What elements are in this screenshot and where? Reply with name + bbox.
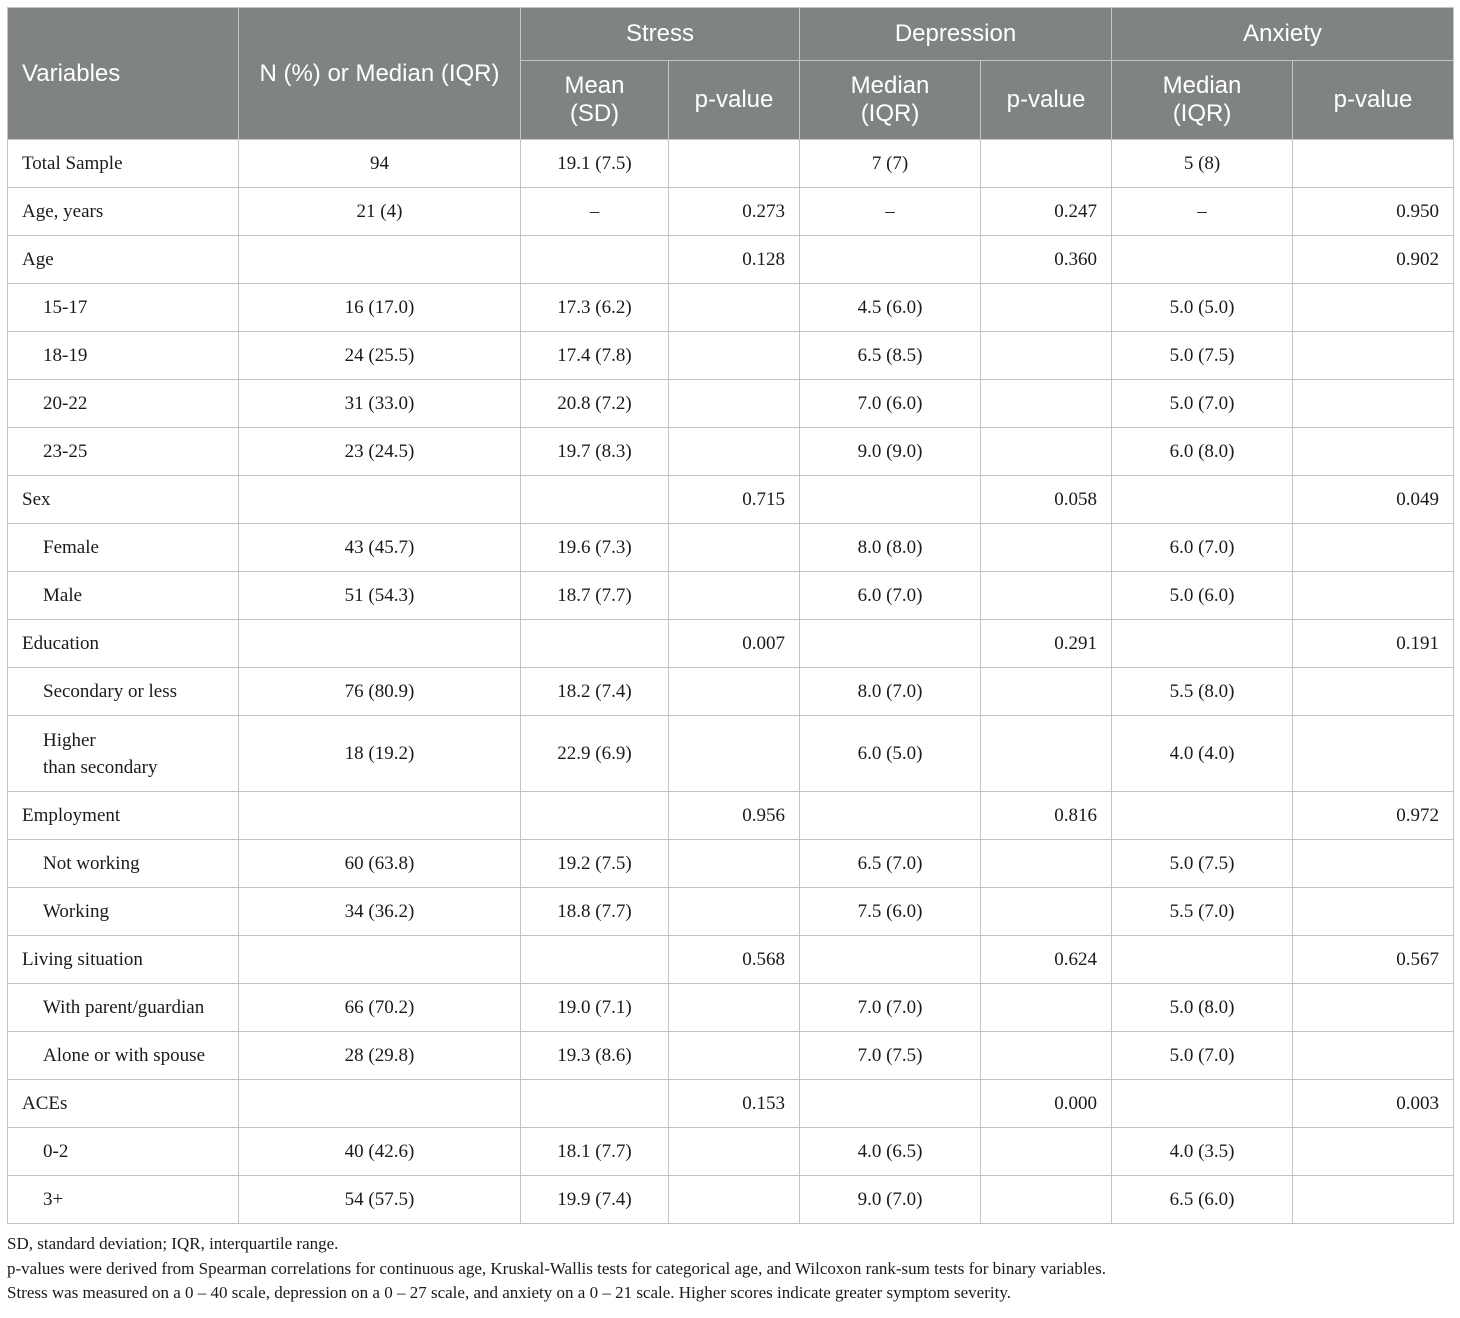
depression-pvalue-cell [981, 140, 1112, 188]
depression-cell: 4.0 (6.5) [800, 1128, 981, 1176]
anxiety-pvalue-cell [1293, 716, 1454, 792]
table-row [8, 620, 1454, 668]
stress-pvalue-cell: 0.568 [669, 936, 800, 984]
depression-cell: 7.0 (7.0) [800, 984, 981, 1032]
table-row [8, 1032, 1454, 1080]
n-cell [239, 476, 521, 524]
header-group-stress: Stress [521, 8, 800, 61]
anxiety-pvalue-cell: 0.003 [1293, 1080, 1454, 1128]
row-label: Working [8, 888, 239, 936]
anxiety-cell: 5.0 (7.0) [1112, 380, 1293, 428]
table-row [8, 140, 1454, 188]
stress-pvalue-cell: 0.128 [669, 236, 800, 284]
depression-cell [800, 1080, 981, 1128]
row-label: Age, years [8, 188, 239, 236]
stress-pvalue-cell [669, 284, 800, 332]
stress-pvalue-cell: 0.153 [669, 1080, 800, 1128]
n-cell: 23 (24.5) [239, 428, 521, 476]
n-cell: 28 (29.8) [239, 1032, 521, 1080]
table-row [8, 188, 1454, 236]
row-label: Secondary or less [8, 668, 239, 716]
anxiety-cell: 5.0 (7.5) [1112, 840, 1293, 888]
stress-pvalue-cell [669, 1176, 800, 1224]
anxiety-cell: 4.0 (4.0) [1112, 716, 1293, 792]
depression-pvalue-cell: 0.058 [981, 476, 1112, 524]
anxiety-pvalue-cell [1293, 1176, 1454, 1224]
stress-pvalue-cell: 0.956 [669, 792, 800, 840]
stress-cell: 19.3 (8.6) [521, 1032, 669, 1080]
anxiety-cell: 5.0 (7.5) [1112, 332, 1293, 380]
header-depression-stat-line2: (IQR) [860, 100, 920, 127]
depression-pvalue-cell [981, 1032, 1112, 1080]
table-row [8, 984, 1454, 1032]
depression-pvalue-cell: 0.360 [981, 236, 1112, 284]
header-anxiety-stat-line2: (IQR) [1172, 100, 1232, 127]
stress-pvalue-cell [669, 380, 800, 428]
table-notes [7, 1232, 1453, 1306]
anxiety-pvalue-cell [1293, 332, 1454, 380]
table-row [8, 332, 1454, 380]
depression-pvalue-cell [981, 668, 1112, 716]
table-row [8, 572, 1454, 620]
anxiety-cell: 5.0 (8.0) [1112, 984, 1293, 1032]
stress-cell [521, 476, 669, 524]
n-cell [239, 236, 521, 284]
stress-cell [521, 936, 669, 984]
stress-cell: 19.7 (8.3) [521, 428, 669, 476]
header-stress-stat-line2: (SD) [569, 100, 620, 127]
row-label: Age [8, 236, 239, 284]
stress-cell: 19.1 (7.5) [521, 140, 669, 188]
stress-cell [521, 792, 669, 840]
row-label: Living situation [8, 936, 239, 984]
n-cell: 94 [239, 140, 521, 188]
anxiety-cell [1112, 236, 1293, 284]
depression-pvalue-cell [981, 984, 1112, 1032]
anxiety-pvalue-cell: 0.950 [1293, 188, 1454, 236]
header-depression-pvalue: p-value [981, 61, 1112, 140]
stress-pvalue-cell [669, 332, 800, 380]
stress-cell: 18.1 (7.7) [521, 1128, 669, 1176]
row-label: Alone or with spouse [8, 1032, 239, 1080]
header-group-anxiety: Anxiety [1112, 8, 1454, 61]
stress-cell: – [521, 188, 669, 236]
anxiety-cell: 6.5 (6.0) [1112, 1176, 1293, 1224]
n-cell: 16 (17.0) [239, 284, 521, 332]
stress-pvalue-cell [669, 428, 800, 476]
anxiety-pvalue-cell [1293, 380, 1454, 428]
depression-pvalue-cell [981, 284, 1112, 332]
header-group-depression: Depression [800, 8, 1112, 61]
header-stress-stat [521, 61, 669, 140]
row-label: 3+ [8, 1176, 239, 1224]
stress-pvalue-cell [669, 1128, 800, 1176]
anxiety-cell [1112, 620, 1293, 668]
results-table [7, 7, 1454, 1224]
stress-cell: 17.3 (6.2) [521, 284, 669, 332]
header-variables: Variables [8, 8, 239, 140]
anxiety-cell: 5.5 (8.0) [1112, 668, 1293, 716]
stress-pvalue-cell [669, 716, 800, 792]
depression-cell: 7.0 (7.5) [800, 1032, 981, 1080]
anxiety-cell [1112, 1080, 1293, 1128]
depression-cell: 6.0 (5.0) [800, 716, 981, 792]
anxiety-cell: 5 (8) [1112, 140, 1293, 188]
row-label: 23-25 [8, 428, 239, 476]
depression-cell: 9.0 (7.0) [800, 1176, 981, 1224]
n-cell: 31 (33.0) [239, 380, 521, 428]
anxiety-cell: 4.0 (3.5) [1112, 1128, 1293, 1176]
table-row [8, 236, 1454, 284]
anxiety-pvalue-cell: 0.049 [1293, 476, 1454, 524]
stress-cell [521, 620, 669, 668]
header-anxiety-stat [1112, 61, 1293, 140]
stress-cell: 19.9 (7.4) [521, 1176, 669, 1224]
header-depression-stat [800, 61, 981, 140]
anxiety-cell: 5.0 (5.0) [1112, 284, 1293, 332]
depression-cell [800, 620, 981, 668]
stress-cell: 19.0 (7.1) [521, 984, 669, 1032]
table-row [8, 792, 1454, 840]
anxiety-cell [1112, 936, 1293, 984]
depression-cell: 8.0 (8.0) [800, 524, 981, 572]
anxiety-pvalue-cell [1293, 572, 1454, 620]
stress-cell: 17.4 (7.8) [521, 332, 669, 380]
n-cell: 60 (63.8) [239, 840, 521, 888]
depression-cell: 7 (7) [800, 140, 981, 188]
depression-pvalue-cell [981, 840, 1112, 888]
stress-cell: 22.9 (6.9) [521, 716, 669, 792]
stress-cell: 18.8 (7.7) [521, 888, 669, 936]
table-header [8, 8, 1454, 140]
table-row [8, 668, 1454, 716]
table-row [8, 380, 1454, 428]
anxiety-cell: 6.0 (8.0) [1112, 428, 1293, 476]
header-anxiety-pvalue: p-value [1293, 61, 1454, 140]
anxiety-cell [1112, 476, 1293, 524]
row-label: With parent/guardian [8, 984, 239, 1032]
header-depression-stat-line1: Median [850, 72, 930, 99]
anxiety-pvalue-cell [1293, 668, 1454, 716]
depression-cell [800, 936, 981, 984]
stress-pvalue-cell: 0.715 [669, 476, 800, 524]
n-cell [239, 936, 521, 984]
depression-pvalue-cell: 0.816 [981, 792, 1112, 840]
anxiety-pvalue-cell [1293, 140, 1454, 188]
row-label: Male [8, 572, 239, 620]
table-row [8, 524, 1454, 572]
depression-pvalue-cell: 0.291 [981, 620, 1112, 668]
table-row [8, 888, 1454, 936]
anxiety-cell [1112, 792, 1293, 840]
depression-cell [800, 476, 981, 524]
anxiety-pvalue-cell [1293, 1128, 1454, 1176]
row-label: Not working [8, 840, 239, 888]
n-cell: 34 (36.2) [239, 888, 521, 936]
anxiety-cell: 5.5 (7.0) [1112, 888, 1293, 936]
row-label: Female [8, 524, 239, 572]
depression-cell [800, 792, 981, 840]
n-cell [239, 792, 521, 840]
row-label: Sex [8, 476, 239, 524]
row-label: 20-22 [8, 380, 239, 428]
table-row [8, 428, 1454, 476]
table-container [7, 7, 1453, 1306]
table-row [8, 1128, 1454, 1176]
anxiety-cell: – [1112, 188, 1293, 236]
row-label: Total Sample [8, 140, 239, 188]
stress-pvalue-cell [669, 140, 800, 188]
anxiety-pvalue-cell [1293, 1032, 1454, 1080]
depression-pvalue-cell [981, 380, 1112, 428]
depression-cell: 6.5 (8.5) [800, 332, 981, 380]
stress-pvalue-cell [669, 840, 800, 888]
note-pvalues: p-values were derived from Spearman correlations for continuous age, Kruskal-Wallis tests for categorical age, and Wilcoxon rank-sum tests for binary variables. [7, 1258, 1106, 1278]
stress-pvalue-cell [669, 1032, 800, 1080]
stress-pvalue-cell [669, 572, 800, 620]
n-cell: 51 (54.3) [239, 572, 521, 620]
anxiety-pvalue-cell [1293, 524, 1454, 572]
depression-cell: 7.0 (6.0) [800, 380, 981, 428]
depression-pvalue-cell [981, 888, 1112, 936]
row-label: 0-2 [8, 1128, 239, 1176]
stress-pvalue-cell: 0.007 [669, 620, 800, 668]
row-label: Education [8, 620, 239, 668]
n-cell: 21 (4) [239, 188, 521, 236]
depression-cell [800, 236, 981, 284]
stress-cell: 20.8 (7.2) [521, 380, 669, 428]
depression-pvalue-cell: 0.000 [981, 1080, 1112, 1128]
table-row [8, 840, 1454, 888]
anxiety-pvalue-cell [1293, 888, 1454, 936]
row-label: ACEs [8, 1080, 239, 1128]
n-cell: 54 (57.5) [239, 1176, 521, 1224]
stress-pvalue-cell [669, 984, 800, 1032]
anxiety-cell: 6.0 (7.0) [1112, 524, 1293, 572]
note-abbreviations: SD, standard deviation; IQR, interquartile range. [7, 1234, 339, 1253]
depression-cell: 6.5 (7.0) [800, 840, 981, 888]
n-cell: 18 (19.2) [239, 716, 521, 792]
header-stress-stat-line1: Mean [564, 72, 625, 99]
anxiety-pvalue-cell [1293, 840, 1454, 888]
anxiety-pvalue-cell: 0.191 [1293, 620, 1454, 668]
stress-cell: 18.7 (7.7) [521, 572, 669, 620]
anxiety-pvalue-cell [1293, 428, 1454, 476]
header-n: N (%) or Median (IQR) [239, 8, 521, 140]
table-row [8, 936, 1454, 984]
table-row [8, 284, 1454, 332]
stress-cell [521, 1080, 669, 1128]
depression-cell: 8.0 (7.0) [800, 668, 981, 716]
n-cell: 43 (45.7) [239, 524, 521, 572]
anxiety-pvalue-cell [1293, 284, 1454, 332]
stress-pvalue-cell: 0.273 [669, 188, 800, 236]
depression-cell: 6.0 (7.0) [800, 572, 981, 620]
stress-pvalue-cell [669, 668, 800, 716]
note-scales: Stress was measured on a 0 – 40 scale, depression on a 0 – 27 scale, and anxiety on a 0 – 21 scale. Higher scores indicate greater symptom severity. [7, 1283, 1011, 1302]
n-cell: 66 (70.2) [239, 984, 521, 1032]
n-cell: 40 (42.6) [239, 1128, 521, 1176]
header-anxiety-stat-line1: Median [1162, 72, 1242, 99]
depression-cell: – [800, 188, 981, 236]
anxiety-cell: 5.0 (7.0) [1112, 1032, 1293, 1080]
stress-pvalue-cell [669, 888, 800, 936]
depression-cell: 7.5 (6.0) [800, 888, 981, 936]
n-cell [239, 1080, 521, 1128]
depression-pvalue-cell [981, 716, 1112, 792]
stress-cell [521, 236, 669, 284]
anxiety-pvalue-cell: 0.567 [1293, 936, 1454, 984]
anxiety-pvalue-cell [1293, 984, 1454, 1032]
stress-cell: 19.6 (7.3) [521, 524, 669, 572]
n-cell: 76 (80.9) [239, 668, 521, 716]
stress-cell: 18.2 (7.4) [521, 668, 669, 716]
depression-pvalue-cell: 0.247 [981, 188, 1112, 236]
anxiety-pvalue-cell: 0.972 [1293, 792, 1454, 840]
n-cell [239, 620, 521, 668]
anxiety-cell: 5.0 (6.0) [1112, 572, 1293, 620]
depression-pvalue-cell [981, 428, 1112, 476]
depression-pvalue-cell [981, 1176, 1112, 1224]
row-label: 15-17 [8, 284, 239, 332]
table-row [8, 476, 1454, 524]
row-label: 18-19 [8, 332, 239, 380]
row-label: Employment [8, 792, 239, 840]
table-row [8, 1176, 1454, 1224]
header-stress-pvalue: p-value [669, 61, 800, 140]
anxiety-pvalue-cell: 0.902 [1293, 236, 1454, 284]
table-row [8, 1080, 1454, 1128]
depression-cell: 4.5 (6.0) [800, 284, 981, 332]
depression-pvalue-cell [981, 572, 1112, 620]
depression-pvalue-cell [981, 524, 1112, 572]
row-label: Higher than secondary [8, 716, 239, 792]
depression-pvalue-cell: 0.624 [981, 936, 1112, 984]
depression-pvalue-cell [981, 332, 1112, 380]
depression-pvalue-cell [981, 1128, 1112, 1176]
stress-cell: 19.2 (7.5) [521, 840, 669, 888]
n-cell: 24 (25.5) [239, 332, 521, 380]
table-body [8, 140, 1454, 1224]
stress-pvalue-cell [669, 524, 800, 572]
table-row [8, 716, 1454, 792]
depression-cell: 9.0 (9.0) [800, 428, 981, 476]
